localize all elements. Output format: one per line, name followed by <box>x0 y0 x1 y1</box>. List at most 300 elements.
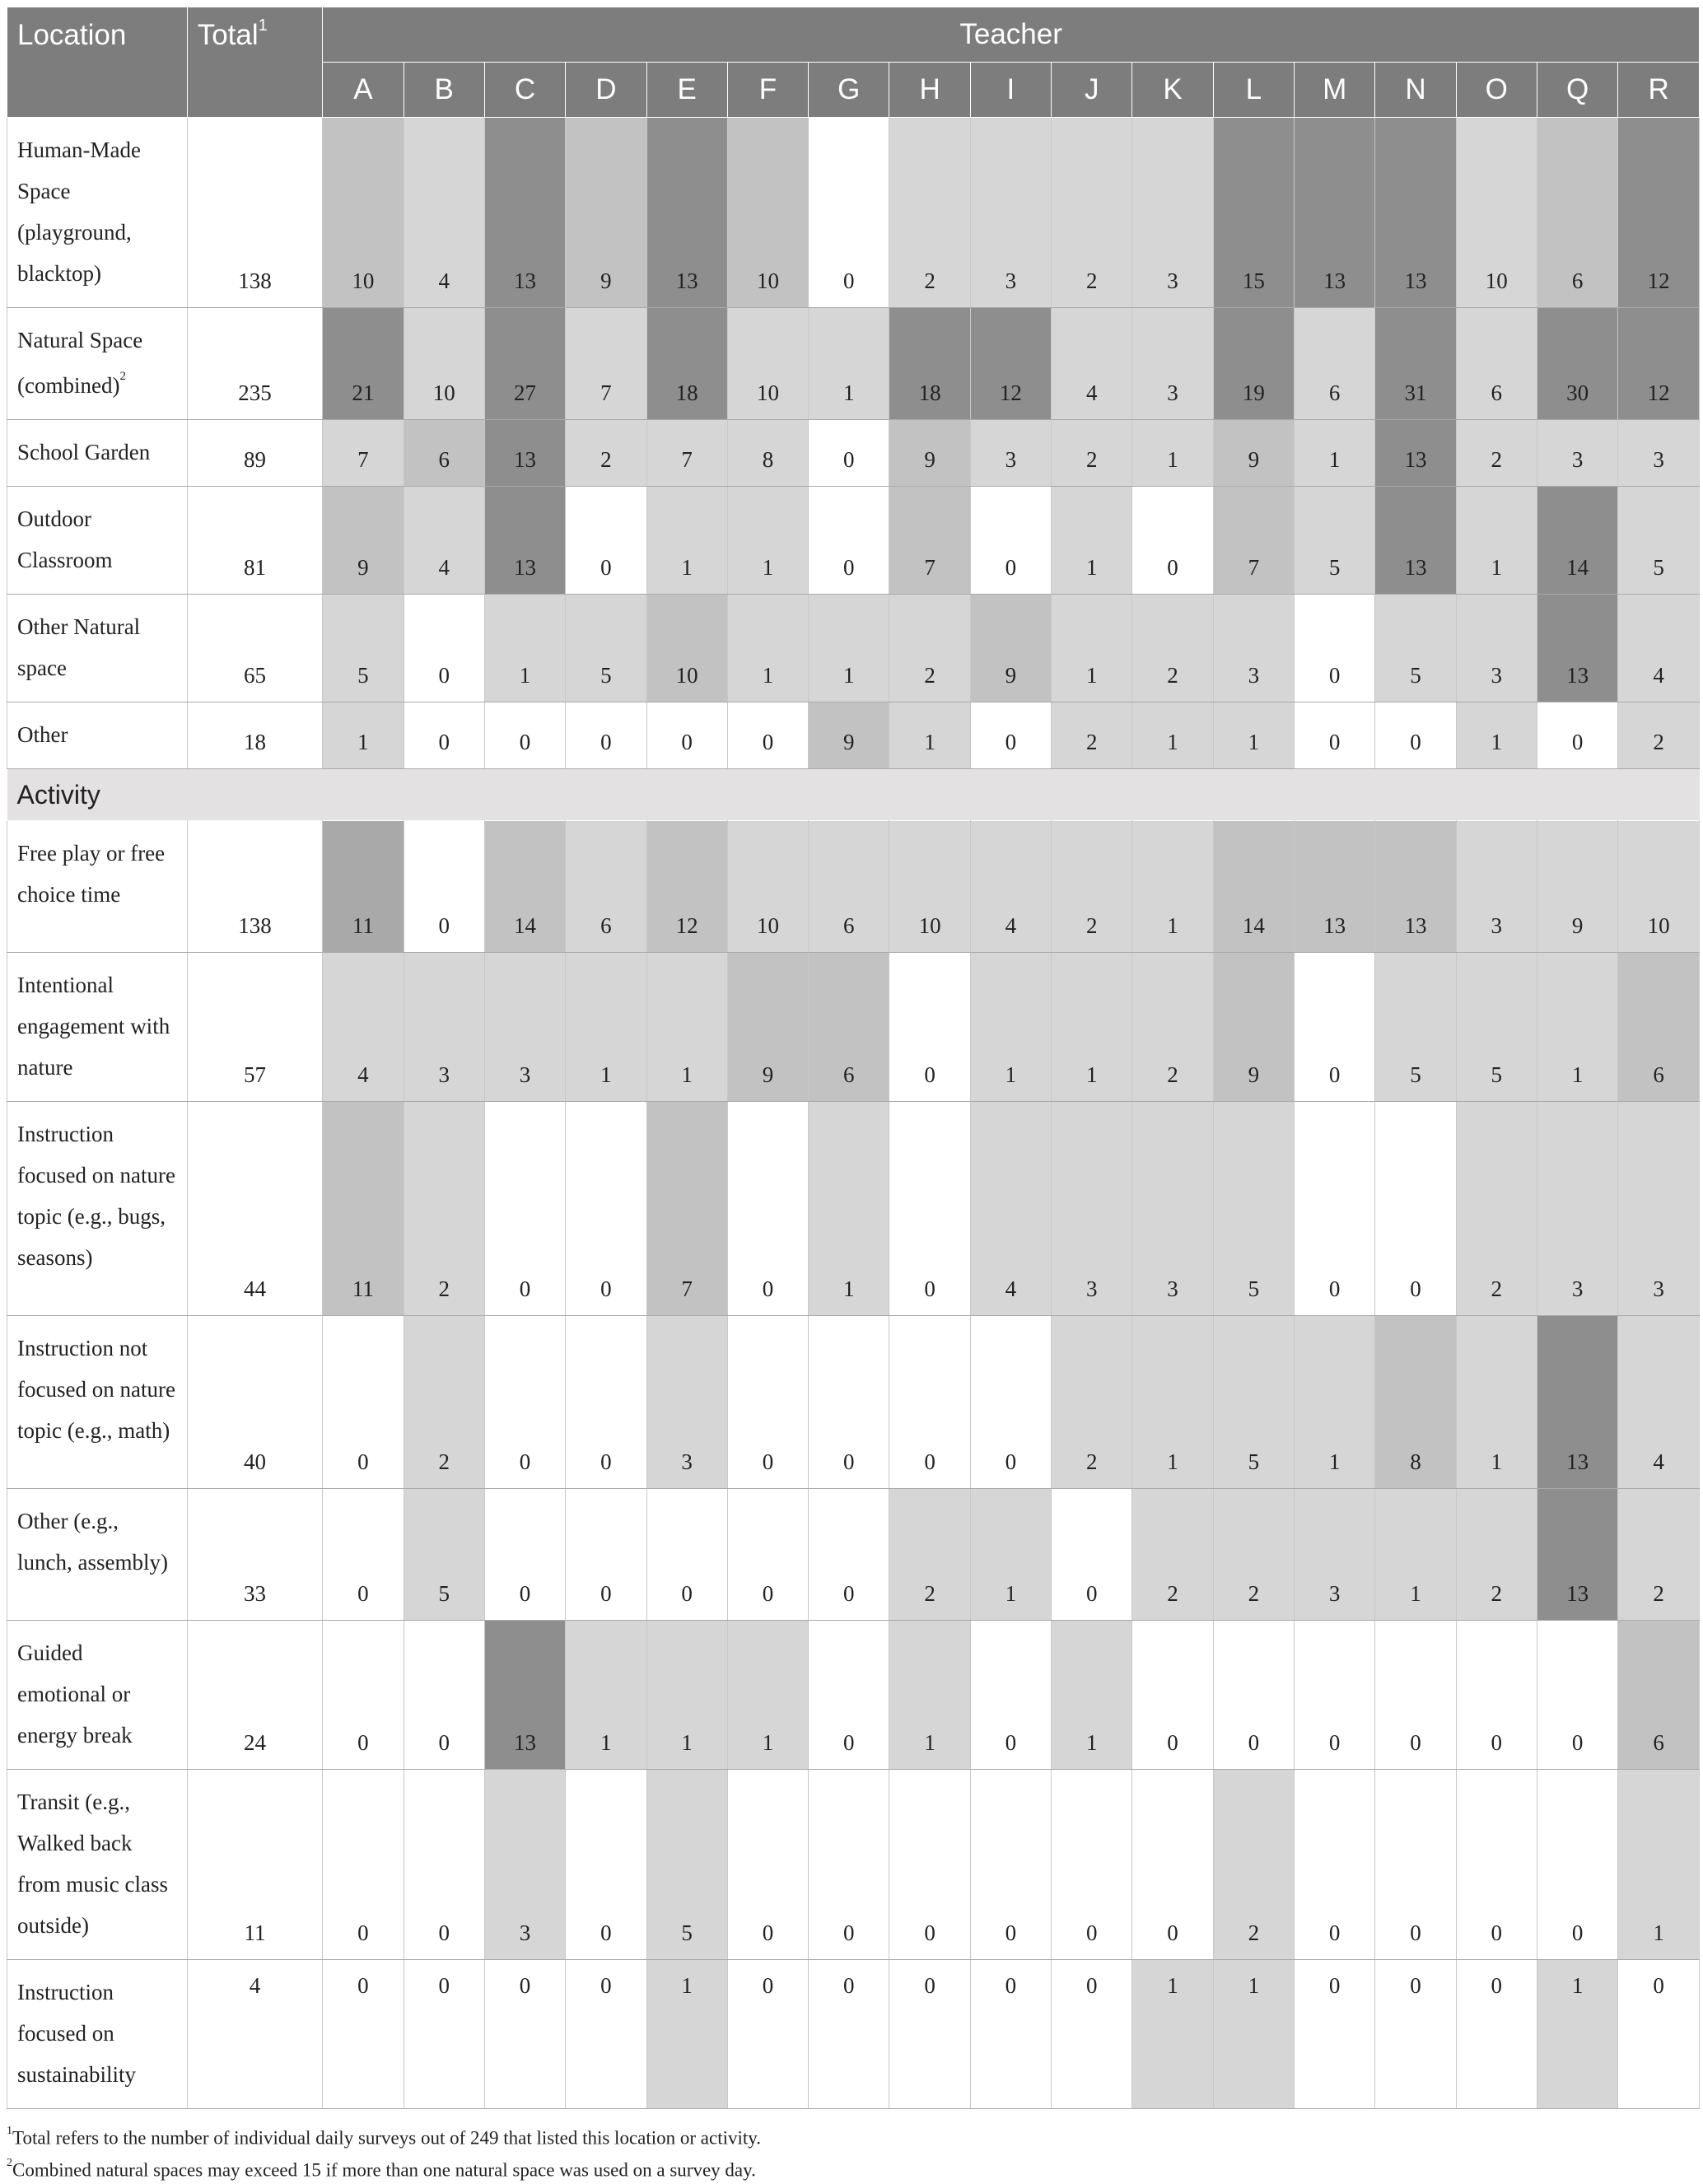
count-cell: 2 <box>889 118 970 308</box>
count-cell: 6 <box>1295 308 1375 420</box>
count-cell: 9 <box>809 702 889 769</box>
count-cell: 4 <box>323 953 404 1102</box>
count-cell: 0 <box>404 1770 484 1960</box>
row-label-text: Outdoor Classroom <box>17 506 113 572</box>
count-cell: 0 <box>727 1316 808 1489</box>
location-header-label: Location <box>17 19 127 51</box>
count-cell: 3 <box>1295 1489 1375 1621</box>
count-cell: 0 <box>1375 1960 1456 2109</box>
count-cell: 0 <box>566 1102 646 1316</box>
count-cell: 9 <box>1537 821 1617 953</box>
row-label <box>7 1316 188 1489</box>
count-cell: 10 <box>646 595 727 702</box>
count-cell: 13 <box>1375 821 1456 953</box>
count-cell: 0 <box>484 1960 565 2109</box>
count-cell: 2 <box>1052 420 1132 487</box>
count-cell: 5 <box>1456 953 1537 1102</box>
count-cell: 1 <box>809 1102 889 1316</box>
row-label-text: Other (e.g., lunch, assembly) <box>17 1509 168 1575</box>
row-total: 40 <box>187 1316 323 1489</box>
count-cell: 1 <box>727 487 808 595</box>
count-cell: 1 <box>1132 1960 1213 2109</box>
count-cell: 1 <box>484 595 565 702</box>
teacher-header-label: Teacher <box>959 18 1062 50</box>
table-row <box>7 1960 1700 2109</box>
count-cell: 0 <box>646 702 727 769</box>
count-cell: 10 <box>404 308 484 420</box>
count-cell: 1 <box>1295 420 1375 487</box>
row-total: 65 <box>187 595 323 702</box>
table-row <box>7 595 1700 702</box>
table-row <box>7 1316 1700 1489</box>
row-label-text: Instruction focused on nature topic (e.g., bugs, seasons) <box>17 1122 175 1270</box>
count-cell: 13 <box>1537 1316 1617 1489</box>
teacher-column-h: H <box>889 63 970 118</box>
count-cell: 3 <box>646 1316 727 1489</box>
count-cell: 2 <box>1132 953 1213 1102</box>
count-cell: 13 <box>1537 595 1617 702</box>
count-cell: 0 <box>809 1489 889 1621</box>
row-total: 18 <box>187 702 323 769</box>
count-cell: 11 <box>323 1102 404 1316</box>
count-cell: 7 <box>646 420 727 487</box>
count-cell: 0 <box>1295 702 1375 769</box>
count-cell: 7 <box>889 487 970 595</box>
count-cell: 0 <box>484 1489 565 1621</box>
count-cell: 6 <box>1618 1621 1700 1770</box>
count-cell: 0 <box>404 595 484 702</box>
count-cell: 27 <box>484 308 565 420</box>
count-cell: 10 <box>1618 821 1700 953</box>
count-cell: 11 <box>323 821 404 953</box>
count-cell: 5 <box>1375 953 1456 1102</box>
count-cell: 0 <box>970 1621 1051 1770</box>
count-cell: 6 <box>809 953 889 1102</box>
total-header-label: Total <box>197 19 259 51</box>
row-total: 4 <box>187 1960 323 2109</box>
count-cell: 2 <box>1456 1102 1537 1316</box>
count-cell: 8 <box>1375 1316 1456 1489</box>
count-cell: 0 <box>809 420 889 487</box>
count-cell: 12 <box>970 308 1051 420</box>
table-body <box>7 118 1700 2109</box>
count-cell: 1 <box>809 308 889 420</box>
row-label <box>7 308 188 420</box>
count-cell: 10 <box>727 118 808 308</box>
count-cell: 0 <box>404 702 484 769</box>
count-cell: 6 <box>1537 118 1617 308</box>
teacher-header <box>323 7 1700 63</box>
count-cell: 2 <box>404 1102 484 1316</box>
table-row <box>7 1102 1700 1316</box>
count-cell: 10 <box>727 821 808 953</box>
count-cell: 2 <box>1052 821 1132 953</box>
count-cell: 0 <box>1375 1770 1456 1960</box>
row-label <box>7 118 188 308</box>
count-cell: 10 <box>727 308 808 420</box>
row-total: 11 <box>187 1770 323 1960</box>
count-cell: 2 <box>889 1489 970 1621</box>
count-cell: 15 <box>1213 118 1294 308</box>
count-cell: 6 <box>1456 308 1537 420</box>
table-row <box>7 953 1700 1102</box>
count-cell: 8 <box>727 420 808 487</box>
row-label <box>7 1770 188 1960</box>
footnote-2-text: Combined natural spaces may exceed 15 if more than one natural space was used on a survey day. <box>12 2159 756 2181</box>
count-cell: 3 <box>1213 595 1294 702</box>
count-cell: 0 <box>484 702 565 769</box>
count-cell: 13 <box>1537 1489 1617 1621</box>
count-cell: 0 <box>1618 1960 1700 2109</box>
count-cell: 7 <box>323 420 404 487</box>
count-cell: 1 <box>1618 1770 1700 1960</box>
count-cell: 0 <box>404 821 484 953</box>
count-cell: 1 <box>1295 1316 1375 1489</box>
count-cell: 3 <box>1618 1102 1700 1316</box>
count-cell: 13 <box>484 487 565 595</box>
count-cell: 6 <box>566 821 646 953</box>
count-cell: 2 <box>1132 595 1213 702</box>
row-label-text: School Garden <box>17 440 151 464</box>
count-cell: 21 <box>323 308 404 420</box>
row-total: 138 <box>187 118 323 308</box>
count-cell: 9 <box>566 118 646 308</box>
count-cell: 0 <box>566 1489 646 1621</box>
count-cell: 0 <box>1132 487 1213 595</box>
teacher-column-j: J <box>1052 63 1132 118</box>
table-row <box>7 702 1700 769</box>
count-cell: 4 <box>970 821 1051 953</box>
count-cell: 0 <box>970 1960 1051 2109</box>
teacher-column-n: N <box>1375 63 1456 118</box>
count-cell: 0 <box>323 1621 404 1770</box>
footnote-2 <box>7 2153 1700 2184</box>
activity-heading: Activity <box>7 769 1700 821</box>
count-cell: 1 <box>1456 1316 1537 1489</box>
count-cell: 1 <box>1132 821 1213 953</box>
row-label-text: Human-Made Space (playground, blacktop) <box>17 138 141 286</box>
table-row <box>7 118 1700 308</box>
count-cell: 6 <box>809 821 889 953</box>
count-cell: 0 <box>1456 1960 1537 2109</box>
count-cell: 2 <box>404 1316 484 1489</box>
count-cell: 5 <box>566 595 646 702</box>
count-cell: 1 <box>323 702 404 769</box>
row-label-text: Intentional engagement with nature <box>17 973 170 1080</box>
total-footnote-marker: 1 <box>258 16 268 35</box>
table-row <box>7 1489 1700 1621</box>
count-cell: 1 <box>646 1621 727 1770</box>
count-cell: 12 <box>1618 308 1700 420</box>
count-cell: 0 <box>323 1960 404 2109</box>
count-cell: 7 <box>1213 487 1294 595</box>
row-label-text: Instruction not focused on nature topic (e.g., math) <box>17 1336 175 1443</box>
count-cell: 3 <box>1456 821 1537 953</box>
document <box>7 7 1700 2184</box>
teacher-column-a: A <box>323 63 404 118</box>
row-total: 57 <box>187 953 323 1102</box>
row-total: 235 <box>187 308 323 420</box>
count-cell: 2 <box>566 420 646 487</box>
footnote-1-text: Total refers to the number of individual daily surveys out of 249 that listed this location or activity. <box>12 2127 762 2149</box>
count-cell: 30 <box>1537 308 1617 420</box>
count-cell: 2 <box>1052 118 1132 308</box>
count-cell: 13 <box>484 420 565 487</box>
count-cell: 12 <box>646 821 727 953</box>
row-label <box>7 1489 188 1621</box>
count-cell: 10 <box>1456 118 1537 308</box>
location-header <box>7 7 188 118</box>
count-cell: 3 <box>1456 595 1537 702</box>
count-cell: 0 <box>1132 1770 1213 1960</box>
count-cell: 9 <box>970 595 1051 702</box>
count-cell: 5 <box>1213 1316 1294 1489</box>
count-cell: 0 <box>889 1316 970 1489</box>
count-cell: 0 <box>566 1770 646 1960</box>
count-cell: 9 <box>1213 953 1294 1102</box>
count-cell: 0 <box>1375 702 1456 769</box>
count-cell: 13 <box>1375 420 1456 487</box>
count-cell: 2 <box>1456 1489 1537 1621</box>
row-label-text: Transit (e.g., Walked back from music class outside) <box>17 1790 168 1938</box>
row-label-text: Free play or free choice time <box>17 841 166 907</box>
count-cell: 1 <box>1052 953 1132 1102</box>
row-label <box>7 1960 188 2109</box>
count-cell: 6 <box>1618 953 1700 1102</box>
count-cell: 14 <box>484 821 565 953</box>
footnotes <box>7 2121 1700 2184</box>
count-cell: 1 <box>646 953 727 1102</box>
count-cell: 0 <box>566 1316 646 1489</box>
count-cell: 1 <box>566 953 646 1102</box>
count-cell: 13 <box>1375 487 1456 595</box>
count-cell: 5 <box>1618 487 1700 595</box>
footnote-1-marker: 1 <box>7 2125 12 2137</box>
count-cell: 1 <box>970 953 1051 1102</box>
count-cell: 0 <box>889 1960 970 2109</box>
count-cell: 10 <box>323 118 404 308</box>
count-cell: 0 <box>1537 702 1617 769</box>
count-cell: 0 <box>970 1316 1051 1489</box>
count-cell: 0 <box>566 1960 646 2109</box>
count-cell: 18 <box>889 308 970 420</box>
count-cell: 0 <box>809 1621 889 1770</box>
count-cell: 14 <box>1537 487 1617 595</box>
survey-table <box>7 7 1700 2109</box>
teacher-column-g: G <box>809 63 889 118</box>
table-row <box>7 420 1700 487</box>
teacher-column-k: K <box>1132 63 1213 118</box>
count-cell: 14 <box>1213 821 1294 953</box>
count-cell: 0 <box>970 1770 1051 1960</box>
count-cell: 1 <box>1456 487 1537 595</box>
count-cell: 1 <box>1132 420 1213 487</box>
count-cell: 3 <box>484 1770 565 1960</box>
count-cell: 1 <box>1052 595 1132 702</box>
row-label <box>7 1621 188 1770</box>
count-cell: 1 <box>727 595 808 702</box>
count-cell: 5 <box>404 1489 484 1621</box>
count-cell: 1 <box>1132 1316 1213 1489</box>
activity-section-row <box>7 769 1700 821</box>
count-cell: 0 <box>1052 1489 1132 1621</box>
count-cell: 0 <box>1537 1770 1617 1960</box>
count-cell: 0 <box>566 487 646 595</box>
count-cell: 5 <box>646 1770 727 1960</box>
teacher-column-r: R <box>1618 63 1700 118</box>
count-cell: 0 <box>970 487 1051 595</box>
count-cell: 1 <box>809 595 889 702</box>
count-cell: 2 <box>1213 1489 1294 1621</box>
count-cell: 0 <box>809 1960 889 2109</box>
row-total: 33 <box>187 1489 323 1621</box>
count-cell: 0 <box>889 1770 970 1960</box>
count-cell: 0 <box>1295 595 1375 702</box>
count-cell: 0 <box>1456 1621 1537 1770</box>
count-cell: 0 <box>727 1489 808 1621</box>
count-cell: 0 <box>1132 1621 1213 1770</box>
count-cell: 1 <box>1132 702 1213 769</box>
count-cell: 2 <box>1132 1489 1213 1621</box>
count-cell: 0 <box>727 702 808 769</box>
count-cell: 3 <box>484 953 565 1102</box>
teacher-column-c: C <box>484 63 565 118</box>
row-label <box>7 702 188 769</box>
count-cell: 0 <box>1295 1770 1375 1960</box>
count-cell: 2 <box>889 595 970 702</box>
teacher-column-f: F <box>727 63 808 118</box>
count-cell: 3 <box>1132 118 1213 308</box>
teacher-column-l: L <box>1213 63 1294 118</box>
count-cell: 18 <box>646 308 727 420</box>
row-footnote-marker: 2 <box>119 370 126 383</box>
row-total: 138 <box>187 821 323 953</box>
count-cell: 13 <box>484 1621 565 1770</box>
count-cell: 1 <box>566 1621 646 1770</box>
count-cell: 3 <box>404 953 484 1102</box>
count-cell: 9 <box>727 953 808 1102</box>
count-cell: 1 <box>646 487 727 595</box>
footnote-1 <box>7 2121 1700 2153</box>
table-row <box>7 1770 1700 1960</box>
count-cell: 19 <box>1213 308 1294 420</box>
teacher-column-b: B <box>404 63 484 118</box>
teacher-column-q: Q <box>1537 63 1617 118</box>
count-cell: 7 <box>566 308 646 420</box>
count-cell: 1 <box>1052 1621 1132 1770</box>
count-cell: 0 <box>727 1102 808 1316</box>
count-cell: 13 <box>484 118 565 308</box>
header-row-top <box>7 7 1700 63</box>
count-cell: 0 <box>404 1960 484 2109</box>
count-cell: 0 <box>484 1316 565 1489</box>
teacher-column-d: D <box>566 63 646 118</box>
count-cell: 2 <box>1052 1316 1132 1489</box>
count-cell: 4 <box>1052 308 1132 420</box>
count-cell: 4 <box>404 118 484 308</box>
row-total: 24 <box>187 1621 323 1770</box>
count-cell: 2 <box>1618 1489 1700 1621</box>
count-cell: 0 <box>1537 1621 1617 1770</box>
count-cell: 13 <box>1375 118 1456 308</box>
teacher-column-e: E <box>646 63 727 118</box>
count-cell: 1 <box>1537 953 1617 1102</box>
count-cell: 1 <box>1213 702 1294 769</box>
count-cell: 1 <box>727 1621 808 1770</box>
row-label <box>7 420 188 487</box>
count-cell: 0 <box>809 487 889 595</box>
row-label <box>7 595 188 702</box>
count-cell: 2 <box>1213 1770 1294 1960</box>
count-cell: 1 <box>646 1960 727 2109</box>
row-label-text: Other Natural space <box>17 614 141 680</box>
row-total: 81 <box>187 487 323 595</box>
count-cell: 1 <box>1052 487 1132 595</box>
count-cell: 0 <box>1213 1621 1294 1770</box>
count-cell: 0 <box>323 1489 404 1621</box>
total-header <box>187 7 323 118</box>
count-cell: 0 <box>323 1316 404 1489</box>
count-cell: 0 <box>809 1316 889 1489</box>
count-cell: 4 <box>970 1102 1051 1316</box>
row-label-text: Natural Space (combined) <box>17 328 143 398</box>
teacher-column-m: M <box>1295 63 1375 118</box>
count-cell: 0 <box>1295 953 1375 1102</box>
count-cell: 5 <box>1375 595 1456 702</box>
count-cell: 5 <box>1213 1102 1294 1316</box>
count-cell: 0 <box>646 1489 727 1621</box>
count-cell: 0 <box>566 702 646 769</box>
count-cell: 2 <box>1456 420 1537 487</box>
count-cell: 0 <box>1295 1102 1375 1316</box>
count-cell: 1 <box>970 1489 1051 1621</box>
count-cell: 0 <box>970 702 1051 769</box>
count-cell: 0 <box>1295 1960 1375 2109</box>
row-label <box>7 821 188 953</box>
count-cell: 2 <box>1618 702 1700 769</box>
count-cell: 9 <box>1213 420 1294 487</box>
count-cell: 0 <box>1375 1102 1456 1316</box>
count-cell: 3 <box>1537 420 1617 487</box>
row-total: 44 <box>187 1102 323 1316</box>
count-cell: 5 <box>323 595 404 702</box>
count-cell: 1 <box>889 702 970 769</box>
count-cell: 0 <box>809 118 889 308</box>
teacher-column-o: O <box>1456 63 1537 118</box>
count-cell: 0 <box>889 1102 970 1316</box>
row-label-text: Other <box>17 722 68 747</box>
table-row <box>7 821 1700 953</box>
count-cell: 13 <box>646 118 727 308</box>
count-cell: 12 <box>1618 118 1700 308</box>
count-cell: 1 <box>1537 1960 1617 2109</box>
count-cell: 10 <box>889 821 970 953</box>
table-row <box>7 1621 1700 1770</box>
count-cell: 4 <box>1618 1316 1700 1489</box>
count-cell: 31 <box>1375 308 1456 420</box>
count-cell: 0 <box>1052 1960 1132 2109</box>
count-cell: 0 <box>809 1770 889 1960</box>
row-total: 89 <box>187 420 323 487</box>
count-cell: 0 <box>727 1770 808 1960</box>
count-cell: 0 <box>889 953 970 1102</box>
count-cell: 2 <box>1052 702 1132 769</box>
count-cell: 9 <box>323 487 404 595</box>
count-cell: 3 <box>1052 1102 1132 1316</box>
count-cell: 3 <box>970 420 1051 487</box>
count-cell: 1 <box>1213 1960 1294 2109</box>
count-cell: 6 <box>404 420 484 487</box>
